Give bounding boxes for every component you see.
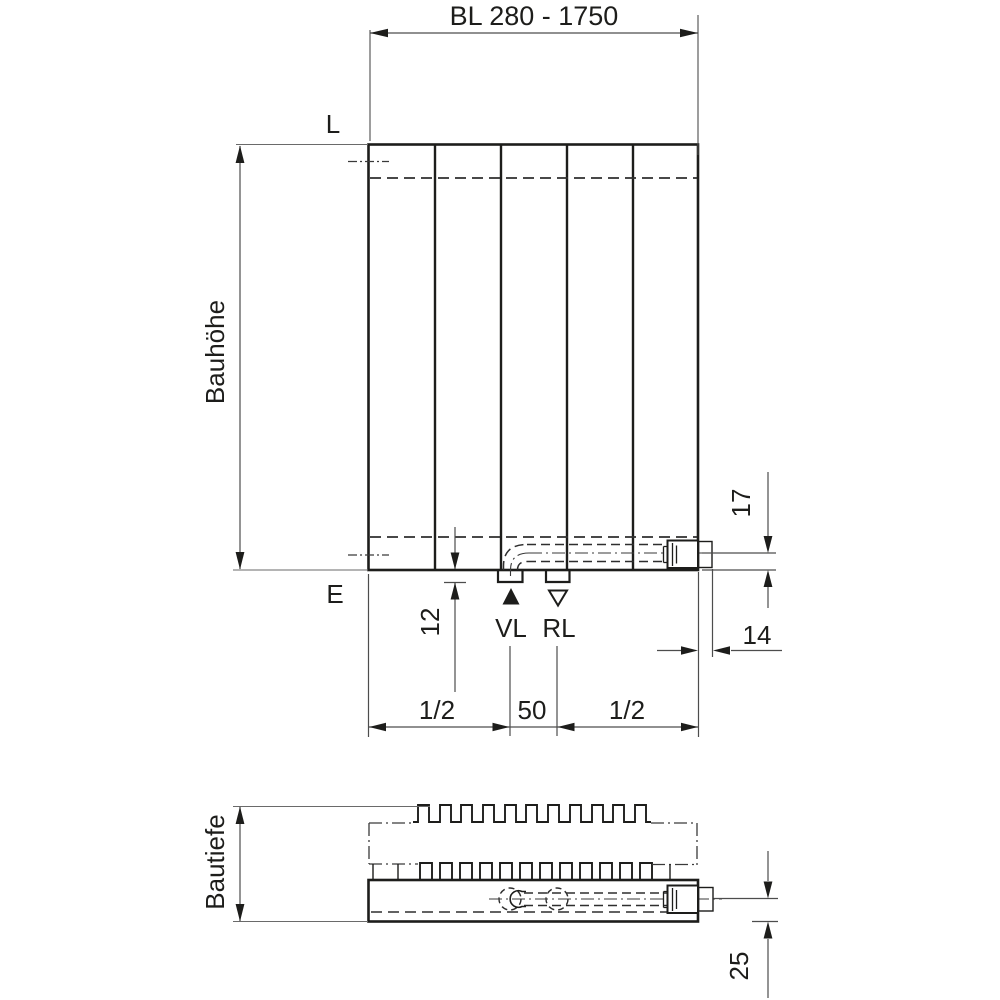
bautiefe-dimension-text: Bautiefe (200, 814, 230, 910)
dim-half-right-text: 1/2 (608, 695, 646, 725)
bauhoehe-dimension-text: Bauhöhe (200, 299, 230, 405)
bl-arrow-left (370, 29, 388, 38)
bautiefe-arrow-bottom (236, 904, 245, 922)
chain-arrow-far-left (369, 723, 386, 732)
bl-extension-lines (370, 15, 698, 155)
dim14-text: 14 (742, 620, 772, 650)
dim14-lines (657, 569, 782, 737)
bauhoehe-arrow-top (236, 146, 245, 164)
dim25-arrow-bottom (764, 922, 773, 939)
dim25-arrow-top (764, 882, 773, 899)
dim14-arrow-right (713, 646, 730, 655)
dim17-arrow-top (764, 536, 773, 553)
dim-spacing-text: 50 (517, 695, 547, 725)
return-label: RL (542, 613, 576, 643)
dim17-arrow-bottom (764, 570, 773, 587)
dim14-arrow-left (681, 646, 698, 655)
body-profile (369, 880, 699, 922)
hidden-pipe-lines (504, 545, 668, 571)
bl-arrow-right (680, 29, 698, 38)
bautiefe-arrow-top (236, 807, 245, 825)
bauhoehe-arrow-bottom (236, 552, 245, 570)
return-flow-icon (549, 591, 567, 606)
supply-flow-icon (503, 588, 520, 605)
top-fin-row (413, 805, 651, 822)
phantom-fin-ticks (373, 864, 670, 880)
pipe-overhang-stub (699, 542, 713, 568)
dim12-arrow-top (451, 553, 460, 570)
dim25-text: 25 (724, 951, 754, 981)
dim-half-left-text: 1/2 (418, 695, 456, 725)
chain-arrow-far-right (681, 723, 698, 732)
chain-arrow-mid-left (493, 723, 510, 732)
radiator-outline (369, 145, 699, 571)
hidden-header-lines (370, 178, 697, 537)
bl-dimension-text: BL 280 - 1750 (449, 1, 619, 31)
label-bottom-level: E (326, 579, 344, 609)
return-stub (546, 570, 570, 582)
lower-fin-row (414, 863, 656, 880)
bottom-view (369, 805, 723, 922)
front-view-dimensions (200, 1, 782, 737)
supply-label: VL (495, 613, 527, 643)
dim12-text: 12 (415, 607, 445, 637)
dim12-arrow-bottom (451, 583, 460, 600)
front-view (348, 145, 712, 583)
label-top-level: L (325, 109, 341, 139)
panel-divider-lines (435, 145, 633, 571)
chain-arrow-mid-right (558, 723, 575, 732)
dim12-lines (444, 527, 466, 692)
phantom-convector-outline (369, 823, 697, 865)
dim17-text: 17 (726, 488, 756, 518)
